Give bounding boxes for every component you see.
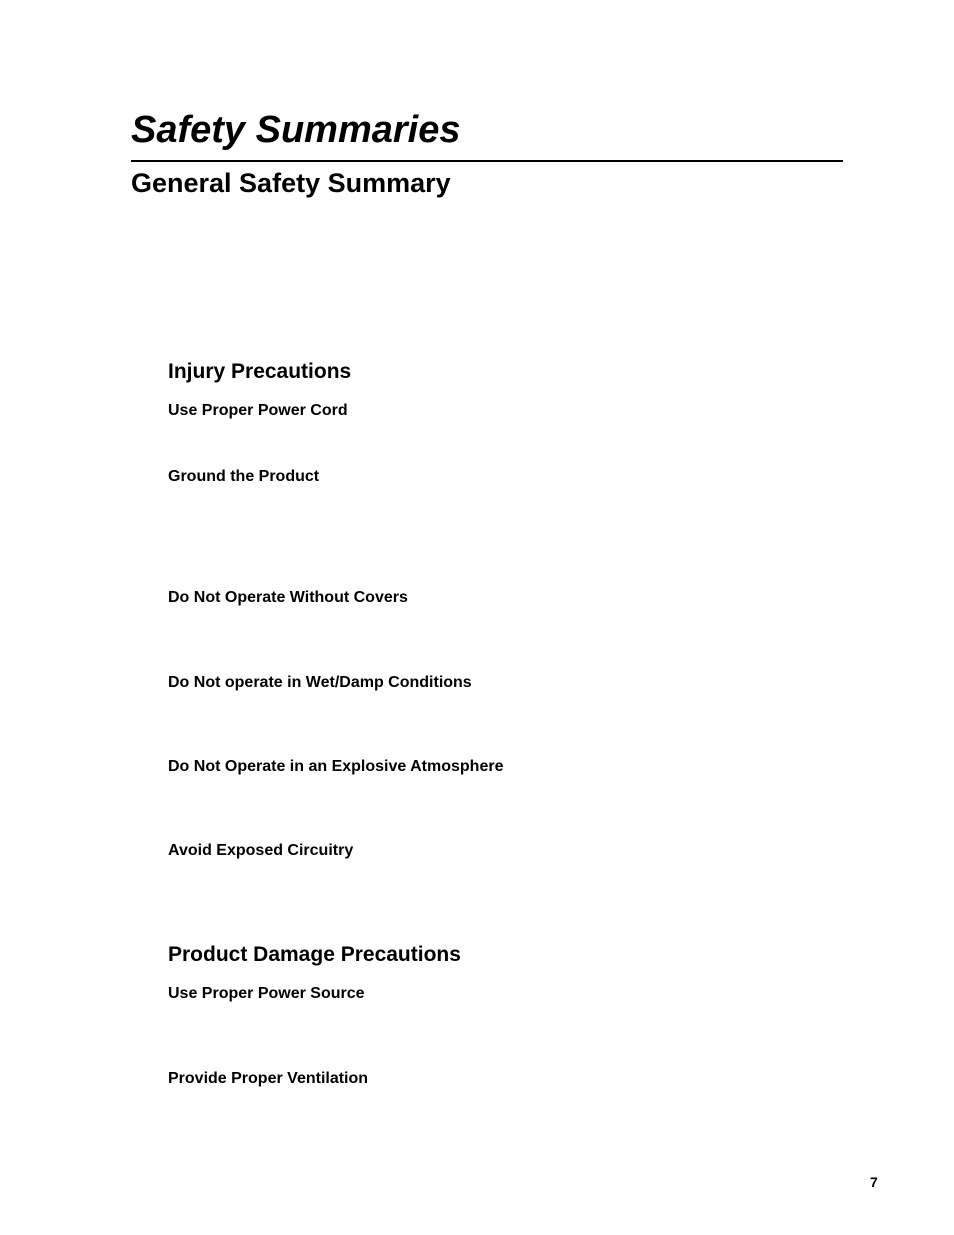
title-divider	[131, 160, 843, 162]
injury-precautions-heading: Injury Precautions	[168, 360, 352, 383]
use-proper-power-cord-heading: Use Proper Power Cord	[168, 402, 348, 419]
section-title: General Safety Summary	[131, 168, 451, 198]
chapter-title: Safety Summaries	[131, 109, 461, 151]
product-damage-precautions-heading: Product Damage Precautions	[168, 943, 461, 966]
provide-proper-ventilation-heading: Provide Proper Ventilation	[168, 1070, 369, 1087]
ground-the-product-heading: Ground the Product	[168, 468, 320, 485]
wet-damp-conditions-heading: Do Not operate in Wet/Damp Conditions	[168, 674, 472, 691]
page-number: 7	[870, 1174, 878, 1190]
use-proper-power-source-heading: Use Proper Power Source	[168, 985, 365, 1002]
explosive-atmosphere-heading: Do Not Operate in an Explosive Atmosphere	[168, 758, 504, 775]
avoid-exposed-circuitry-heading: Avoid Exposed Circuitry	[168, 842, 354, 859]
do-not-operate-without-covers-heading: Do Not Operate Without Covers	[168, 589, 408, 606]
